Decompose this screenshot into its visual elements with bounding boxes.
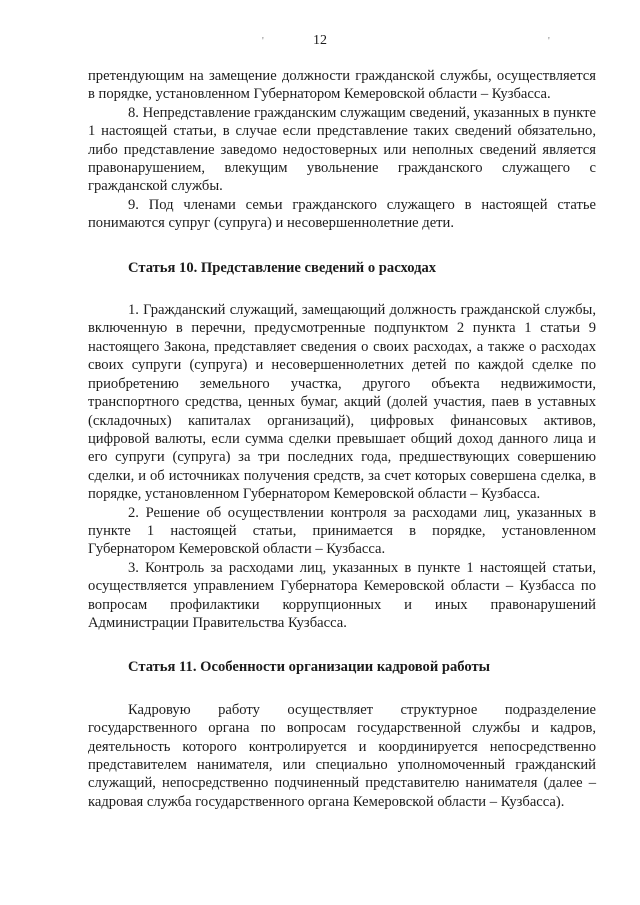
document-body <box>88 67 596 811</box>
paragraph-item-9: 9. Под членами семьи гражданского служащего в настоящей статье понимаются супруг (супруга) и несовершеннолетние дети. <box>88 196 596 232</box>
article-11-heading: Статья 11. Особенности организации кадровой работы <box>128 659 491 676</box>
page-number: 12 <box>313 33 327 48</box>
paragraph-item-8: 8. Непредставление гражданским служащим сведений, указанных в пункте 1 настоящей статьи, в случае если представление таких сведений обязательно, либо представление заведомо недостоверных или неполных сведений является правонарушением, влекущим увольнение гражданского служащего с гражданской службы. <box>88 104 596 195</box>
article-10-item-3: 3. Контроль за расходами лиц, указанных в пункте 1 настоящей статьи, осуществляется управлением Губернатора Кемеровской области – Кузбасса по вопросам профилактики коррупционных и иных правонарушений Администрации Правительства Кузбасса. <box>88 559 596 631</box>
scan-mark: ' <box>262 36 264 47</box>
article-10-item-2: 2. Решение об осуществлении контроля за расходами лиц, указанных в пункте 1 настоящей статьи, принимается в порядке, установленном Губернатором Кемеровской области – Кузбасса. <box>88 504 596 558</box>
article-10-item-1: 1. Гражданский служащий, замещающий должность гражданской службы, включенную в перечни, предусмотренные подпунктом 2 пункта 1 статьи 9 настоящего Закона, представляет сведения о своих расходах, а также о расходах своих супруги (супруга) и несовершеннолетних детей по каждой сделке по приобретению земельного участка, другого объекта недвижимости, транспортного средства, ценных бумаг, акций (долей участия, паев в уставных (складочных) капиталах организаций), цифровых финансовых активов, цифровой валюты, если сумма сделки превышает общий доход данного лица и его супруги (супруга) за три последних года, предшествующих совершению сделки, и об источниках получения средств, за счет которых совершена сделка, в порядке, установленном Губернатором Кемеровской области – Кузбасса. <box>88 302 596 503</box>
paragraph-continuation: претендующим на замещение должности гражданской службы, осуществляется в порядке, установленном Губернатором Кемеровской области – Кузбасса. <box>88 68 596 103</box>
article-11-text: Кадровую работу осуществляет структурное подразделение государственного органа по вопросам государственной службы и кадров, деятельность которого контролируется и координируется непосредственно представителем нанимателя, или специально уполномоченный гражданский служащий, непосредственно подчиненный представителю нанимателя (далее – кадровая служба государственного органа Кемеровской области – Кузбасса). <box>88 701 596 810</box>
scan-mark: ' <box>548 36 550 47</box>
article-10-heading: Статья 10. Представление сведений о расходах <box>128 259 437 276</box>
